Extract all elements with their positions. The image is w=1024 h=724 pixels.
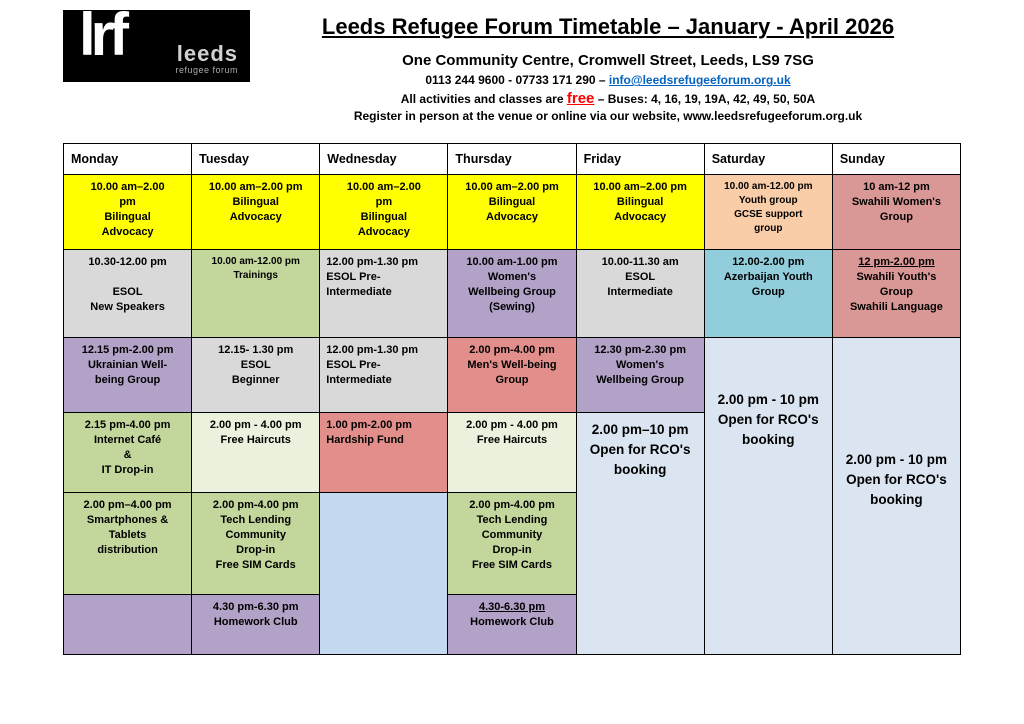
cell-monday-row4: 2.15 pm-4.00 pm Internet Café & IT Drop-in <box>64 413 192 493</box>
cell-tuesday-row6: 4.30 pm-6.30 pm Homework Club <box>192 595 320 655</box>
cell-tuesday-row3: 12.15- 1.30 pm ESOL Beginner <box>192 338 320 413</box>
day-header-tuesday: Tuesday <box>192 144 320 175</box>
cell-saturday-row2: 12.00-2.00 pm Azerbaijan Youth Group <box>704 250 832 338</box>
day-header-monday: Monday <box>64 144 192 175</box>
free-word: free <box>566 90 595 108</box>
buses-info: – Buses: 4, 16, 19, 19A, 42, 49, 50, 50A <box>594 92 816 107</box>
free-line <box>258 90 958 107</box>
cell-saturday-row1: 10.00 am-12.00 pm Youth group GCSE support group <box>704 175 832 250</box>
cell-wednesday-row4: 1.00 pm-2.00 pm Hardship Fund <box>320 413 448 493</box>
cell-thursday-row3: 2.00 pm-4.00 pm Men's Well-being Group <box>448 338 576 413</box>
cell-tuesday-row1: 10.00 am–2.00 pm Bilingual Advocacy <box>192 175 320 250</box>
timetable <box>63 143 961 655</box>
day-header-sunday: Sunday <box>832 144 960 175</box>
email-link[interactable]: info@leedsrefugeeforum.org.uk <box>608 73 791 88</box>
cell-thursday-row6: 4.30-6.30 pm Homework Club <box>448 595 576 655</box>
cell-monday-row5: 2.00 pm–4.00 pm Smartphones & Tablets distribution <box>64 493 192 595</box>
contact-line <box>258 73 958 87</box>
cell-sunday-row1: 10 am-12 pm Swahili Women's Group <box>832 175 960 250</box>
logo-name: leeds <box>176 41 238 66</box>
cell-friday-row4: 2.00 pm–10 pm Open for RCO's booking <box>576 413 704 655</box>
day-header-saturday: Saturday <box>704 144 832 175</box>
timetable-row-1 <box>64 175 961 250</box>
cell-monday-row2: 10.30-12.00 pm ESOL New Speakers <box>64 250 192 338</box>
cell-saturday-row3: 2.00 pm - 10 pm Open for RCO's booking <box>704 338 832 655</box>
register-line: Register in person at the venue or online via our website, www.leedsrefugeeforum.org.uk <box>353 109 863 124</box>
cell-thursday-row4: 2.00 pm - 4.00 pm Free Haircuts <box>448 413 576 493</box>
cell-monday-row3: 12.15 pm-2.00 pm Ukrainian Well- being Group <box>64 338 192 413</box>
day-header-thursday: Thursday <box>448 144 576 175</box>
page-title: Leeds Refugee Forum Timetable – January - April 2026 <box>321 14 895 39</box>
cell-wednesday-row1: 10.00 am–2.00 pm Bilingual Advocacy <box>320 175 448 250</box>
cell-tuesday-row4: 2.00 pm - 4.00 pm Free Haircuts <box>192 413 320 493</box>
cell-friday-row3: 12.30 pm-2.30 pm Women's Wellbeing Group <box>576 338 704 413</box>
phone-numbers: 0113 244 9600 - 07733 171 290 – <box>425 73 609 88</box>
cell-sunday-row3: 2.00 pm - 10 pm Open for RCO's booking <box>832 338 960 655</box>
free-line-pre: All activities and classes are <box>400 92 567 107</box>
day-header-friday: Friday <box>576 144 704 175</box>
cell-wednesday-row3: 12.00 pm-1.30 pm ESOL Pre- Intermediate <box>320 338 448 413</box>
cell-wednesday-row5 <box>320 493 448 655</box>
header-block <box>258 14 958 123</box>
cell-thursday-row1: 10.00 am–2.00 pm Bilingual Advocacy <box>448 175 576 250</box>
cell-friday-row2: 10.00-11.30 am ESOL Intermediate <box>576 250 704 338</box>
timetable-row-2 <box>64 250 961 338</box>
day-header-wednesday: Wednesday <box>320 144 448 175</box>
logo-subname: refugee forum <box>175 65 238 75</box>
cell-tuesday-row5: 2.00 pm-4.00 pm Tech Lending Community Drop-in Free SIM Cards <box>192 493 320 595</box>
cell-monday-row6 <box>64 595 192 655</box>
cell-thursday-row2: 10.00 am-1.00 pm Women's Wellbeing Group (Sewing) <box>448 250 576 338</box>
venue-address: One Community Centre, Cromwell Street, Leeds, LS9 7SG <box>402 52 814 70</box>
cell-monday-row1: 10.00 am–2.00 pm Bilingual Advocacy <box>64 175 192 250</box>
cell-thursday-row5: 2.00 pm-4.00 pm Tech Lending Community Drop-in Free SIM Cards <box>448 493 576 595</box>
logo-acronym: lrf <box>79 1 124 68</box>
cell-wednesday-row2: 12.00 pm-1.30 pm ESOL Pre- Intermediate <box>320 250 448 338</box>
cell-sunday-row2: 12 pm-2.00 pm Swahili Youth's Group Swahili Language <box>832 250 960 338</box>
lrf-logo <box>63 1 250 82</box>
timetable-row-3 <box>64 338 961 413</box>
day-header-row <box>64 144 961 175</box>
cell-tuesday-row2: 10.00 am-12.00 pm Trainings <box>192 250 320 338</box>
cell-friday-row1: 10.00 am–2.00 pm Bilingual Advocacy <box>576 175 704 250</box>
